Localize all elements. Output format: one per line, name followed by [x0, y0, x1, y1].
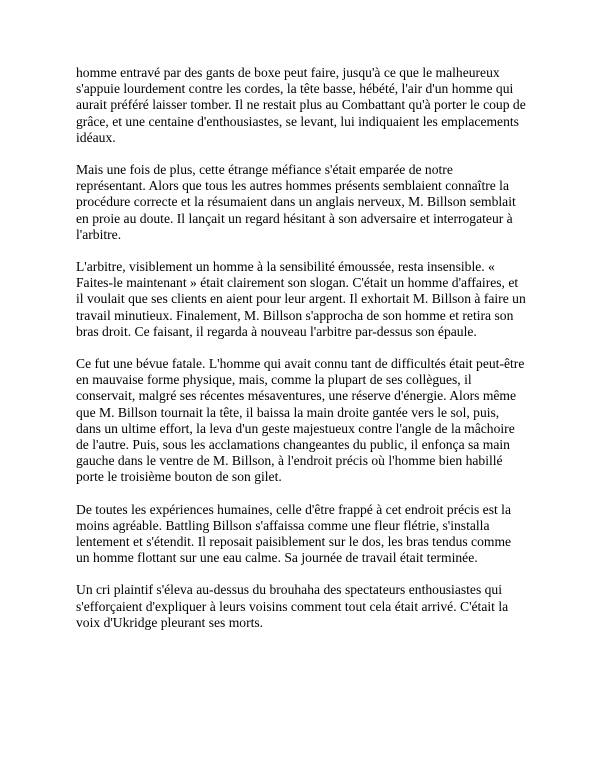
- paragraph-6: Un cri plaintif s'éleva au-dessus du brouhaha des spectateurs enthousiastes qui s'efforçaient d'expliquer à leurs voisins comment tout cela était arrivé. C'était la voix d'Ukridge pleurant ses morts.: [76, 582, 509, 630]
- paragraph-4: Ce fut une bévue fatale. L'homme qui avait connu tant de difficultés était peut-être en mauvaise forme physique, mais, comme la plupart de ses collègues, il conservait, malgré ses récentes mésaventures, une réserve d'énergie. Alors même que M. Billson tournait la tête, il baissa la main droite gantée vers le sol, puis, dans un ultime effort, la leva d'un geste majestueux contre l'angle de la mâchoire de l'autre. Puis, sous les acclamations changeantes du public, il enfonça sa main gauche dans le ventre de M. Billson, à l'endroit précis où l'homme bien habillé porte le troisième bouton de son gilet.: [76, 356, 525, 485]
- paragraph-2: Mais une fois de plus, cette étrange méfiance s'était emparée de notre représentant. Alors que tous les autres hommes présents semblaient connaître la procédure correcte et la résumaient dans un anglais nerveux, M. Billson semblait en proie au doute. Il lançait un regard hésitant à son adversaire et interrogateur à l'arbitre.: [76, 162, 516, 242]
- paragraph-3: L'arbitre, visiblement un homme à la sensibilité émoussée, resta insensible. « Faites-le maintenant » était clairement son slogan. C'était un homme d'affaires, et il voulait que ses clients en aient pour leur argent. Il exhortait M. Billson à faire un travail minutieux. Finalement, M. Billson s'approcha de son homme et retira son bras droit. Ce faisant, il regarda à nouveau l'arbitre par-dessus son épaule.: [76, 259, 526, 339]
- document-page: [76, 65, 526, 631]
- paragraph-5: De toutes les expériences humaines, celle d'être frappé à cet endroit précis est la moins agréable. Battling Billson s'affaissa comme une fleur flétrie, s'installa lentement et s'étendit. Il reposait paisiblement sur le dos, les bras tendus comme un homme flottant sur une eau calme. Sa journée de travail était terminée.: [76, 501, 512, 566]
- paragraph-1: homme entravé par des gants de boxe peut faire, jusqu'à ce que le malheureux s'appuie lourdement contre les cordes, la tête basse, hébété, l'air d'un homme qui aurait préféré laisser tomber. Il ne restait plus au Combattant qu'à porter le coup de grâce, et une centaine d'enthousiastes, se levant, lui indiquaient les emplacements idéaux.: [76, 65, 526, 145]
